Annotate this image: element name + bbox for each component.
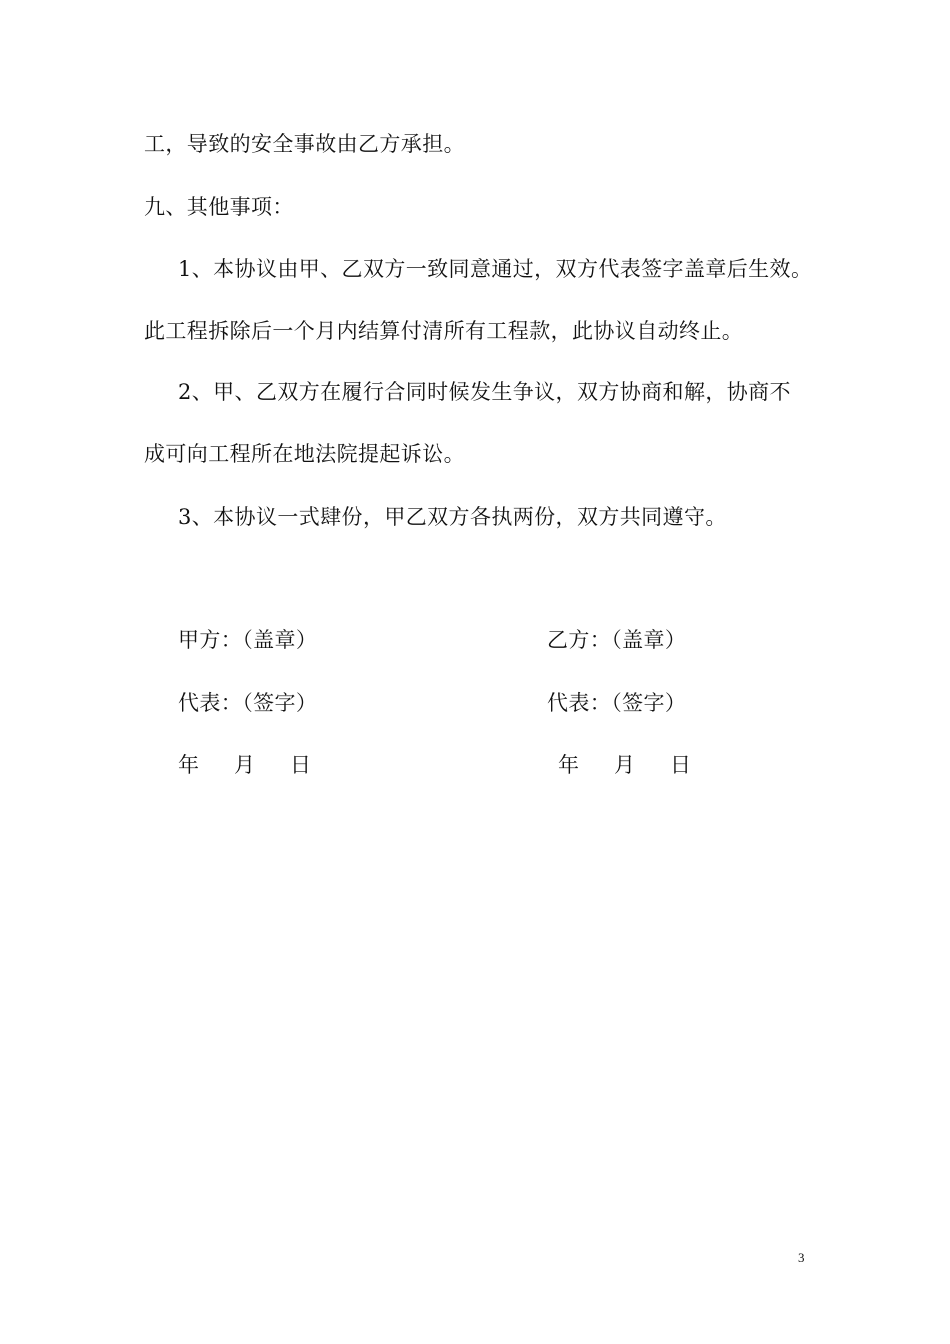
- paragraph-line: 工，导致的安全事故由乙方承担。: [144, 132, 465, 156]
- page-number: 3: [798, 1250, 805, 1265]
- party-a-date-day: 日: [290, 753, 311, 777]
- party-b-seal-label: 乙方：（盖章）: [547, 628, 687, 652]
- party-a-date-month: 月: [234, 753, 255, 777]
- clause-2-line-1: 2、甲、乙双方在履行合同时候发生争议，双方协商和解，协商不: [178, 380, 791, 404]
- clause-2-line-2: 成可向工程所在地法院提起诉讼。: [144, 442, 465, 466]
- clause-1-line-1: 1、本协议由甲、乙双方一致同意通过，双方代表签字盖章后生效。: [178, 257, 813, 281]
- party-a-date-year: 年: [178, 753, 199, 777]
- section-heading-other-matters: 九、其他事项：: [144, 195, 294, 219]
- party-a-seal-label: 甲方：（盖章）: [178, 628, 318, 652]
- clause-3-line: 3、本协议一式肆份，甲乙双方各执两份，双方共同遵守。: [178, 505, 727, 529]
- party-b-representative-label: 代表：（签字）: [547, 691, 687, 715]
- clause-1-line-2: 此工程拆除后一个月内结算付清所有工程款，此协议自动终止。: [144, 319, 744, 343]
- party-b-date-year: 年: [558, 753, 579, 777]
- party-b-date-day: 日: [670, 753, 691, 777]
- party-a-representative-label: 代表：（签字）: [178, 691, 318, 715]
- party-b-date-month: 月: [614, 753, 635, 777]
